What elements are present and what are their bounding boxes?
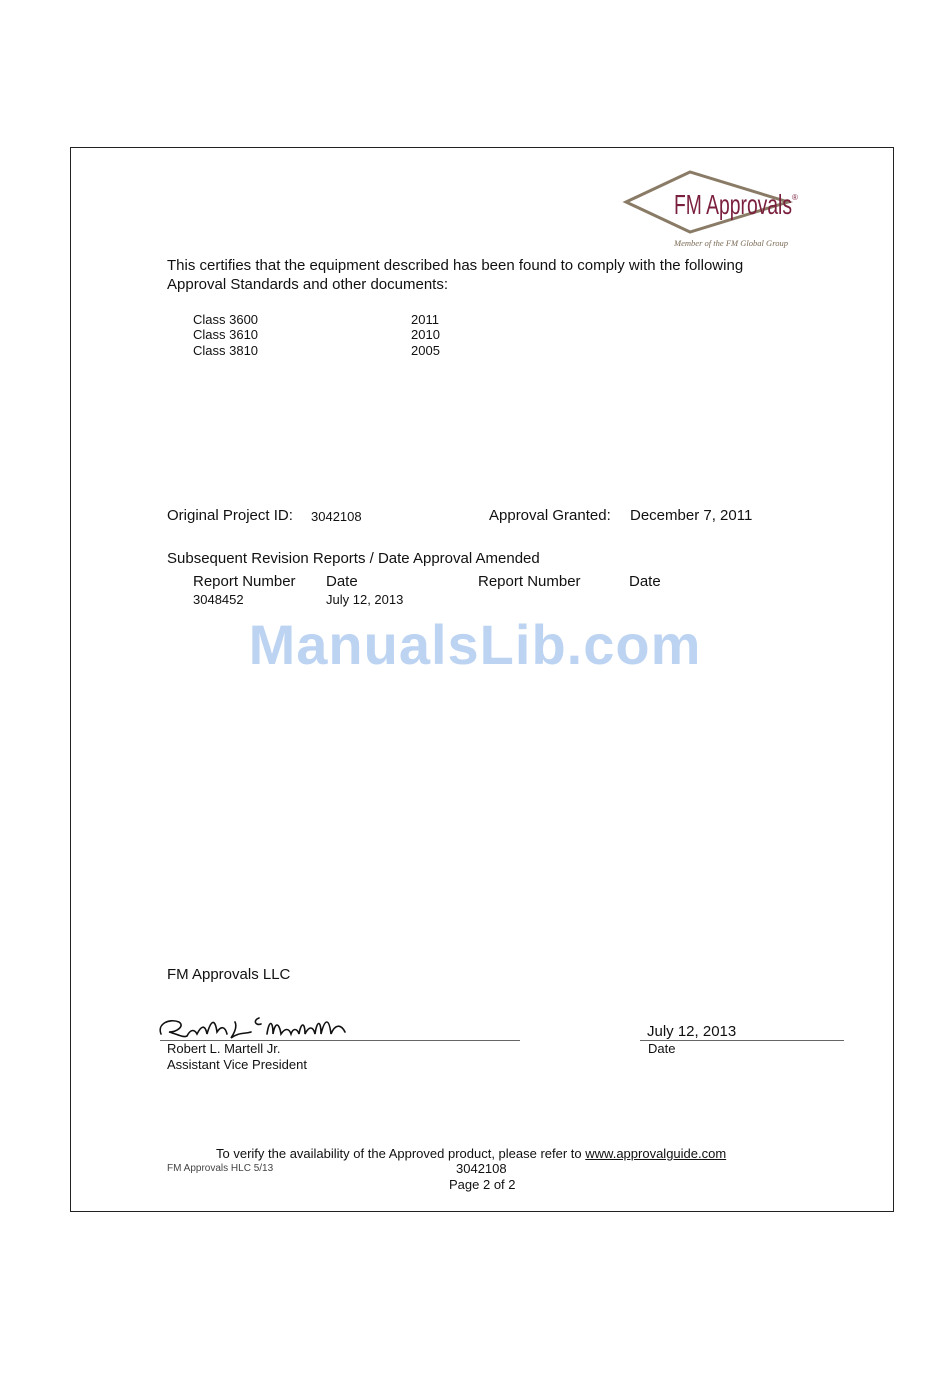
standard-year: 2010: [411, 327, 440, 342]
project-id-value: 3042108: [311, 509, 362, 524]
intro-line-1: This certifies that the equipment described has been found to comply with the following: [167, 257, 744, 274]
watermark: ManualsLib.com: [248, 613, 702, 676]
revisions-heading: Subsequent Revision Reports / Date Approval Amended: [167, 550, 540, 567]
page-number: Page 2 of 2: [449, 1177, 516, 1192]
approval-granted-value: December 7, 2011: [630, 507, 753, 524]
revisions-col-report-number: Report Number: [193, 573, 296, 590]
revisions-col-date-2: Date: [629, 573, 661, 590]
signer-name: Robert L. Martell Jr.: [167, 1041, 281, 1056]
form-code: FM Approvals HLC 5/13: [167, 1163, 274, 1174]
approval-granted-label: Approval Granted:: [489, 507, 611, 524]
company-name: FM Approvals LLC: [167, 966, 291, 983]
fm-approvals-logo: [622, 170, 800, 252]
sign-date-value: July 12, 2013: [647, 1023, 737, 1040]
logo-registered-mark: ®: [792, 193, 798, 202]
signer-title: Assistant Vice President: [167, 1057, 307, 1072]
revisions-col-report-number-2: Report Number: [478, 573, 581, 590]
verify-text: To verify the availability of the Approved product, please refer to: [216, 1146, 586, 1161]
logo-brand-text: FM Approvals: [674, 189, 792, 220]
standard-year: 2005: [411, 343, 440, 358]
approvalguide-link[interactable]: www.approvalguide.com: [585, 1146, 727, 1161]
revisions-col-date: Date: [326, 573, 358, 590]
revision-date: July 12, 2013: [326, 592, 404, 607]
standard-name: Class 3810: [193, 343, 259, 358]
standard-name: Class 3600: [193, 312, 259, 327]
standard-name: Class 3610: [193, 327, 259, 342]
standard-year: 2011: [411, 312, 439, 327]
revision-report-number: 3048452: [193, 592, 244, 607]
sign-date-label: Date: [648, 1041, 676, 1056]
logo-tagline: Member of the FM Global Group: [672, 239, 788, 248]
intro-line-2: Approval Standards and other documents:: [167, 276, 449, 293]
project-id-label: Original Project ID:: [167, 507, 293, 524]
verify-notice: [216, 1146, 726, 1161]
document-number: 3042108: [456, 1161, 507, 1176]
